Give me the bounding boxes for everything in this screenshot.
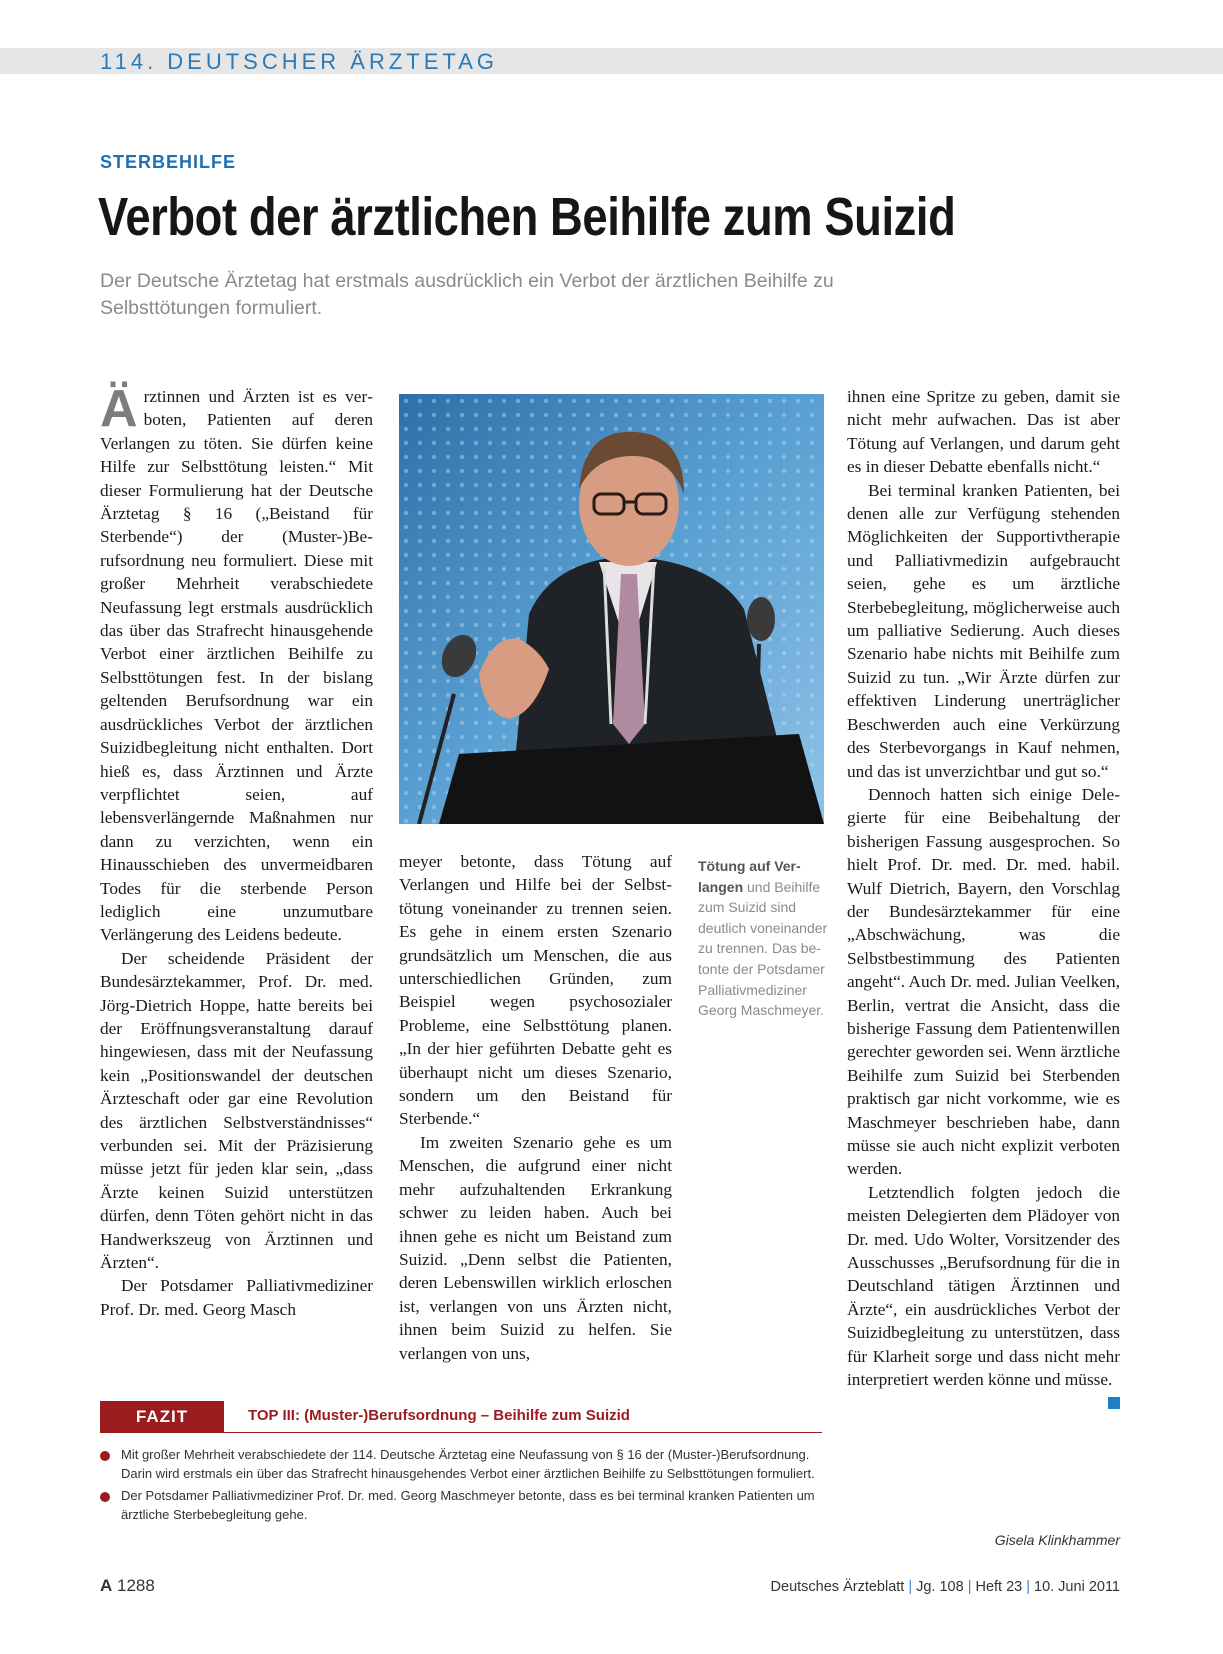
section-title: 114. DEUTSCHER ÄRZTETAG bbox=[100, 49, 499, 74]
journal-name: Deutsches Ärzteblatt bbox=[770, 1579, 905, 1595]
fazit-item-text: Der Potsdamer Palliativmediziner Prof. Dr. med. Georg Maschmeyer betonte, dass es bei terminal kranken Patienten um ärztliche Sterbebegleitung gehe. bbox=[121, 1488, 815, 1522]
journal-date: 10. Juni 2011 bbox=[1034, 1579, 1120, 1595]
article-kicker: STERBEHILFE bbox=[100, 152, 237, 172]
paragraph: Letztendlich folgten jedoch die meisten Delegierten dem Plädoyer von Dr. med. Udo Wolter, Vorsitzender des Ausschusses „Berufsordnung für die in Deutschland tätigen Ärztinnen und Ärzte“, ein ausdrückliches Verbot der Suizidbegleitung zu unterstützen, dass für Klarheit sorge und dass nicht mehr interpretiert werden könne und müsse. bbox=[847, 1182, 1120, 1390]
photo-caption bbox=[698, 856, 834, 1021]
article-headline: Verbot der ärztlichen Beihilfe zum Suizid bbox=[98, 187, 956, 247]
paragraph: Dennoch hatten sich einige Delegierte für eine Beibehaltung der bisherigen Fassung ausgesprochen. So hielt Prof. Dr. med. Dr. med. habil. Wulf Dietrich, Bayern, den Vorschlag der Bundesärztekammer für eine „Abschwächung, was die Selbstbestimmung des Patienten angeht“. Auch Dr. med. Julian Veelken, Berlin, vertrat die Ansicht, dass die bisherige Fassung dem Patientenwillen gerechter geworden sei. Wenn ärztliche Beihilfe zum Suizid bei Sterbenden praktisch gar nicht vorkomme, wie es Maschmeyer beschrieben habe, dann müsse sie auch nicht explizit verboten werden. bbox=[847, 784, 1120, 1179]
paragraph: Bei terminal kranken Patienten, bei denen alle zur Verfügung stehenden Möglichkeiten der Supportivtherapie und Palliativmedizin aufgebraucht seien, gehe es um ärztliche Sterbebegleitung, möglicherweise auch um palliative Sedierung. Auch dieses Szenario habe nichts mit Beihilfe zum Suizid zu tun. „Wir Ärzte dürfen zur effektiven Linderung unerträglicher Beschwerden auch eine Verkürzung des Sterbevorgangs in Kauf nehmen, und das ist unverzichtbar und gut so.“ bbox=[847, 480, 1120, 781]
fazit-list bbox=[100, 1446, 822, 1528]
article-deck: Der Deutsche Ärztetag hat erstmals ausdrücklich ein Verbot der ärztlichen Beihilfe zu Selbsttötungen formuliert. bbox=[100, 270, 834, 319]
paragraph: Der scheidende Präsident der Bundesärztekammer, Prof. Dr. med. Jörg-Dietrich Hoppe, hatte bereits bei der Eröffnungsveranstaltung darauf hingewiesen, dass mit der Neufassung kein „Positionswandel der deutschen Ärzteschaft oder gar eine Revolution des ärztlichen Selbstverständnisses“ verbunden sei. Mit der Präzisierung müsse jetzt für jeden klar sein, „dass Ärzte keinen Suizid unterstützen dürfen, denn Töten gehört nicht in das Handwerkszeug von Ärztinnen und Ärzten“. bbox=[100, 948, 373, 1273]
paragraph: Der Potsdamer Palliativmediziner Prof. Dr. med. Georg Masch bbox=[100, 1276, 373, 1319]
author-byline: Gisela Klinkhammer bbox=[994, 1532, 1120, 1548]
caption-text: und Beihilfe zum Suizid sind deutlich voneinander zu trennen. Das betonte der Potsdamer Palliativmediziner Georg Maschmeyer. bbox=[698, 878, 828, 1019]
journal-volume: Jg. 108 bbox=[916, 1579, 964, 1595]
bullet-icon bbox=[100, 1492, 110, 1502]
paragraph: Im zweiten Szenario gehe es um Menschen, die aufgrund einer nicht mehr aufzuhaltenden Erkrankung schwer zu leiden haben. Auch bei ihnen gehe es nicht um Beistand zum Suizid. „Denn selbst die Patienten, deren Lebenswillen wirklich erloschen ist, verlangen von uns Ärzten nicht, ihnen beim Suizid zu helfen. Sie verlangen von uns, bbox=[399, 1132, 672, 1363]
text-column-3 bbox=[847, 385, 1120, 1409]
journal-info: Deutsches Ärzteblatt | Jg. 108 | Heft 23 | 10. Juni 2011 bbox=[770, 1579, 1120, 1595]
text-column-2 bbox=[399, 850, 672, 1365]
caption-lead: Tötung auf Verlangen bbox=[698, 858, 801, 895]
end-of-article-mark bbox=[1108, 1397, 1120, 1409]
drop-cap: Ä bbox=[100, 380, 138, 438]
text-column-1 bbox=[100, 380, 373, 1321]
fazit-item bbox=[100, 1446, 822, 1483]
page-prefix: A bbox=[100, 1576, 113, 1595]
speaker-photo bbox=[399, 394, 824, 824]
fazit-label: FAZIT bbox=[100, 1401, 224, 1432]
paragraph: meyer betonte, dass Tötung auf Verlangen und Hilfe bei der Selbsttötung voneinander zu trennen seien. Es gehe in einem ersten Szenario grundsätzlich um Menschen, die aus unterschiedlichen Gründen, zum Beispiel wegen psychosozialer Probleme, eine Selbsttötung planen. „In der hier geführten Debatte geht es überhaupt nicht um dieses Szenario, sondern um den Beistand für Sterbende.“ bbox=[399, 852, 672, 1129]
page-number bbox=[100, 1576, 155, 1596]
fazit-header bbox=[100, 1401, 822, 1433]
paragraph: rztinnen und Ärzten ist es verboten, Patienten auf deren Verlangen zu töten. Sie dürfen keine Hilfe zur Selbsttötung leisten.“ Mit dieser Formulierung hat der Deutsche Ärztetag § 16 („Beistand für Sterbende“) der (Muster-)Berufsordnung neu formuliert. Diese mit großer Mehrheit verabschiedete Neufassung legt erstmals ausdrücklich das über das Strafrecht hinausgehende Verbot einer ärztlichen Beihilfe zu Selbsttötungen fest. In der bislang geltenden Berufsordnung war ein ausdrückliches Verbot der ärztlichen Suizidbegleitung nicht enthalten. Dort hieß es, dass Ärztinnen und Ärzte verpflichtet seien, auf lebensverlängernde Maßnahmen nur dann zu verzichten, wenn ein Hinausschieben des unvermeidbaren Todes für die sterbende Person lediglich eine unzumutbare Verlängerung des Leidens bedeute. bbox=[100, 387, 373, 945]
section-band bbox=[0, 48, 1223, 74]
journal-issue: Heft 23 bbox=[975, 1579, 1023, 1595]
paragraph: ihnen eine Spritze zu geben, damit sie nicht mehr aufwachen. Das ist aber Tötung auf Verlangen, und darum geht es in dieser Debatte ebenfalls nicht.“ bbox=[847, 387, 1120, 477]
fazit-item-text: Mit großer Mehrheit verabschiedete der 114. Deutsche Ärztetag eine Neufassung von § 16 der (Muster-)Berufsordnung. Darin wird erstmals ein über das Strafrecht hinausgehendes Verbot einer ärztlichen Beihilfe zu Selbsttötungen formuliert. bbox=[121, 1447, 815, 1481]
page-number-value: 1288 bbox=[117, 1576, 155, 1595]
fazit-item bbox=[100, 1487, 822, 1524]
fazit-title: TOP III: (Muster-)Berufsordnung – Beihilfe zum Suizid bbox=[248, 1407, 630, 1424]
bullet-icon bbox=[100, 1451, 110, 1461]
